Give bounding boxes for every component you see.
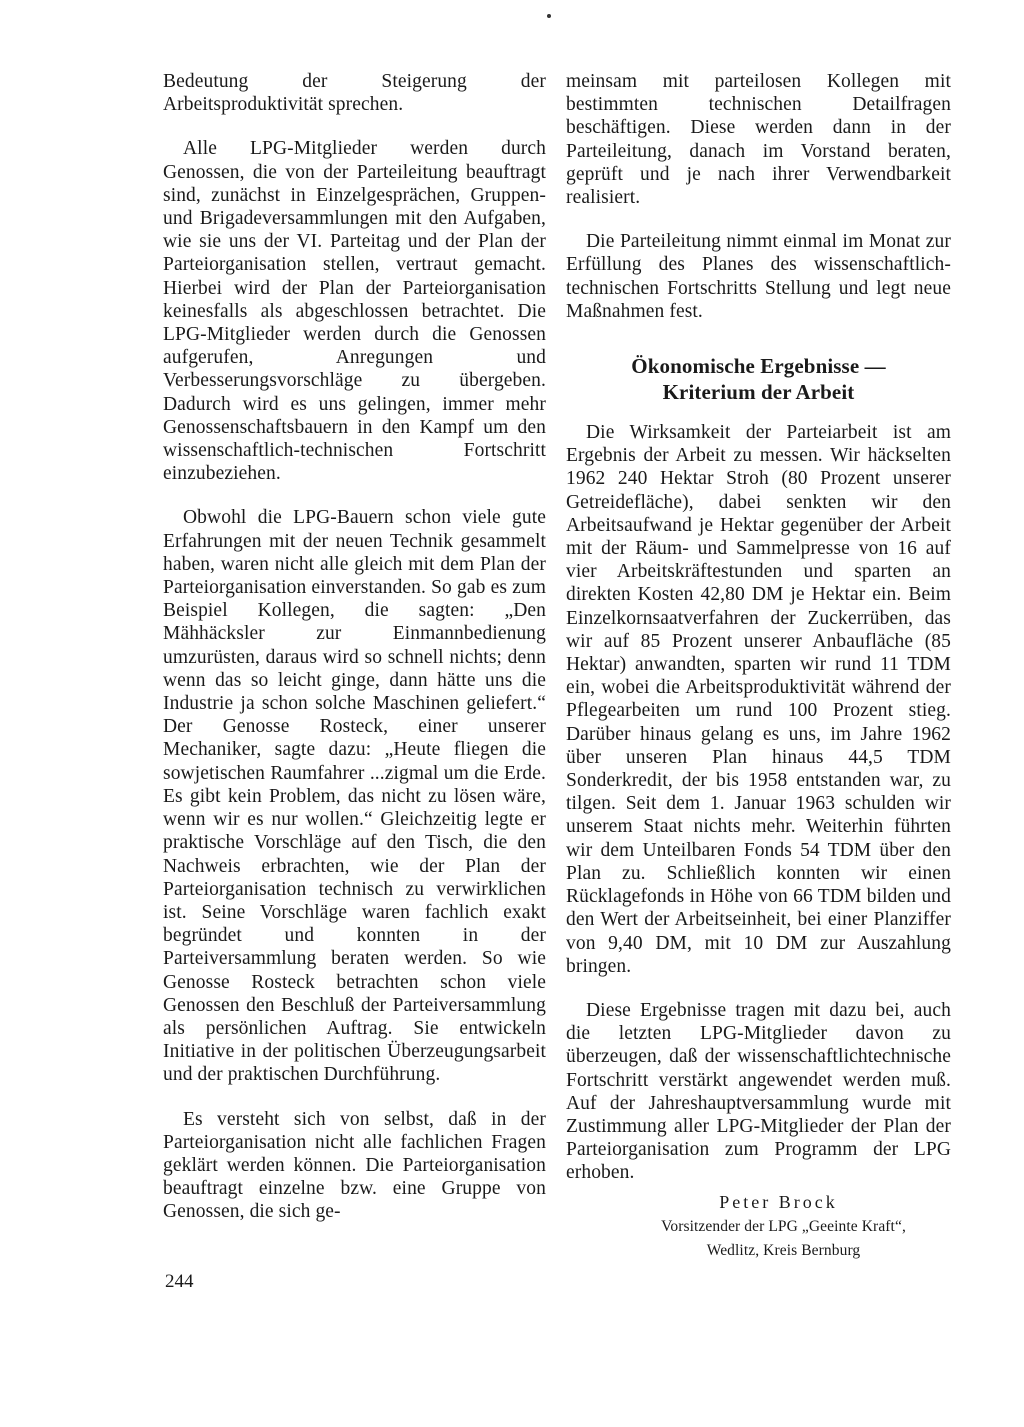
paragraph: Bedeutung der Steigerung der Arbeitsproduktivität sprechen. [163,71,546,116]
signature-block [566,1191,951,1262]
paragraph: Obwohl die LPG-Bauern schon viele gute Erfahrungen mit der neuen Technik gesammelt haben, waren nicht alle gleich mit dem Plan der Parteiorganisation einverstanden. So gab es zum Beispiel Kollegen, die sagten: „Den Mähhäcksler zur Einmannbedienung umzurüsten, daraus wird so schnell nichts; denn wenn das so leicht ginge, dann hätte uns die Industrie ja schon solche Maschinen geliefert.“ Der Genosse Rosteck, einer unserer Mechaniker, sagte dazu: „Heute fliegen die sowjetischen Raumfahrer ...zigmal um die Erde. Es gibt kein Problem, das nicht zu lösen wäre, wenn wir es nur wollen.“ Gleichzeitig legte er praktische Vorschläge auf den Tisch, die den Nachweis erbrachten, wie der Plan der Parteiorganisation technisch zu verwirklichen ist. Seine Vorschläge waren fachlich exakt begründet und konnten in der Parteiversammlung beraten werden. So wie Genosse Rosteck betrachten schon viele Genossen den Beschluß der Parteiversammlung als persönlichen Auftrag. Sie entwickeln Initiative in der politischen Überzeugungsarbeit und der praktischen Durchführung. [163,507,546,1086]
paragraph: Diese Ergebnisse tragen mit dazu bei, auch die letzten LPG-Mitglieder davon zu überzeugen, daß der wissenschaftlichtechnische Fortschritt verstärkt angewendet werden muß. Auf der Jahreshauptversammlung wurde mit Zustimmung aller LPG-Mitglieder der Plan der Parteiorganisation zum Programm der LPG erhoben. [566,999,951,1184]
paragraph: Alle LPG-Mitglieder werden durch Genossen, die von der Parteileitung beauftragt sind, zunächst in Einzelgesprächen, Gruppen- und Brigadeversammlungen mit den Aufgaben, wie sie uns der VI. Parteitag und der Plan der Parteiorganisation stellen, vertraut gemacht. Hierbei wird der Plan der Parteiorganisation keinesfalls als abgeschlossen betrachtet. Die LPG-Mitglieder werden durch die Genossen aufgerufen, Anregungen und Verbesserungsvorschläge zu übergeben. Dadurch wird es uns gelingen, immer mehr Genossenschaftsbauern in den Kampf um den wissenschaftlich-technischen Fortschritt einzubeziehen. [163,138,546,485]
author-role: Vorsitzender der LPG „Geeinte Kraft“, [661,1217,906,1235]
print-speck [547,14,551,18]
section-heading [566,353,951,405]
author-location: Wedlitz, Kreis Bernburg [706,1241,861,1259]
left-column [163,70,546,1224]
paragraph: Die Parteileitung nimmt einmal im Monat zur Erfüllung des Planes des wissenschaftlich-technischen Fortschritts Stellung und legt neue Maßnahmen fest. [566,231,951,322]
right-column [566,70,951,1262]
section-heading-line: Ökonomische Ergebnisse — [631,354,886,379]
paragraph: Es versteht sich von selbst, daß in der Parteiorganisation nicht alle fachlichen Fragen geklärt werden können. Die Parteiorganisation beauftragt einzelne bzw. eine Gruppe von Genossen, die sich ge- [163,1108,546,1223]
page-number: 244 [165,1271,194,1292]
section-heading-line: Kriterium der Arbeit [662,380,855,405]
author-name: Peter Brock [719,1191,838,1212]
paragraph: Die Wirksamkeit der Parteiarbeit ist am Ergebnis der Arbeit zu messen. Wir häckselten 1962 240 Hektar Stroh (80 Prozent unserer Getreidefläche), dabei senkten wir den Arbeitsaufwand je Hektar gegenüber der Arbeit mit der Räum- und Sammelpresse von 16 auf vier Arbeitskräftestunden und sparten an direkten Kosten 42,80 DM je Hektar ein. Beim Einzelkornsaatverfahren der Zuckerrüben, das wir auf 85 Prozent unserer Anbaufläche (85 Hektar) anwandten, sparten wir rund 11 TDM ein, wobei die Arbeitsproduktivität während der Pflegearbeiten um rund 100 Prozent stieg. Darüber hinaus gelang es uns, im Jahre 1962 über unseren Plan hinaus 44,5 TDM Sonderkredit, der bis 1958 entstanden war, zu tilgen. Seit dem 1. Januar 1963 schulden wir unserem Staat nichts mehr. Weiterhin führten wir dem Unteilbaren Fonds 54 TDM über den Plan zu. Schließlich konnten wir einen Rücklagefonds in Höhe von 66 TDM bilden und den Wert der Arbeitseinheit, bei einer Planziffer von 9,40 DM, mit 10 DM zur Auszahlung bringen. [566,422,951,977]
paragraph: meinsam mit parteilosen Kollegen mit bestimmten technischen Detailfragen beschäftigen. Diese werden dann in der Parteileitung, danach im Vorstand beraten, geprüft und je nach ihrer Verwendbarkeit realisiert. [566,71,951,209]
